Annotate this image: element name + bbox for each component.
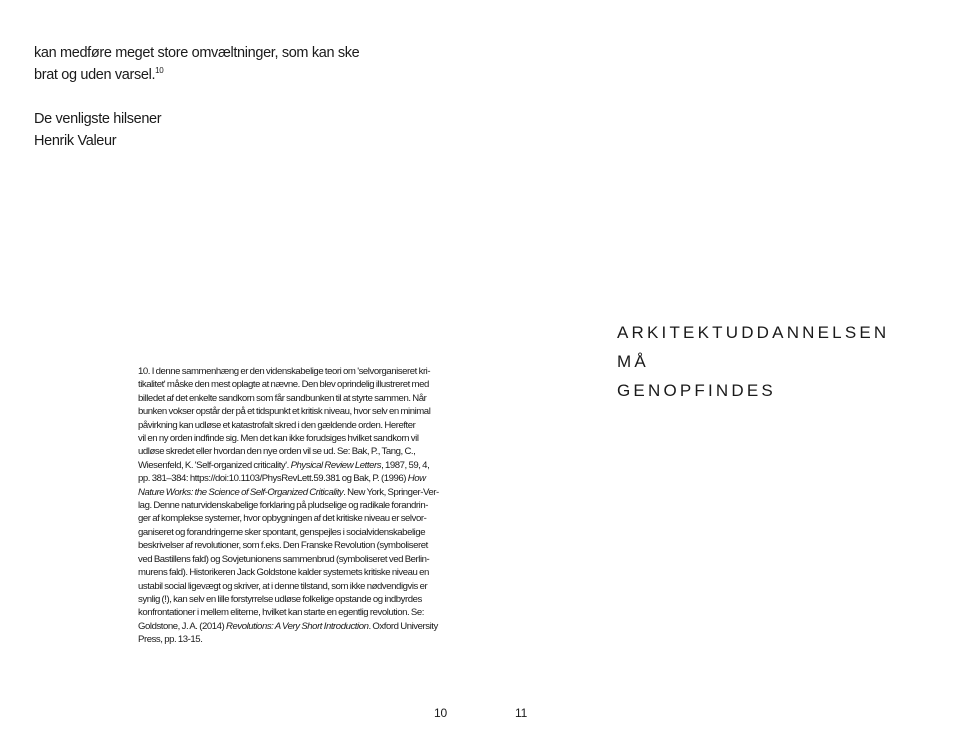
- footnote-line: murens fald). Historikeren Jack Goldstone kalder systemets kritiske niveau en: [138, 567, 429, 579]
- footnote-line: bunken vokser opstår der på et tidspunkt et kritisk niveau, hvor selv en minimal: [138, 406, 431, 418]
- footnote-line: vil en ny orden indfinde sig. Men det kan ikke forudsiges hvilket sandkorn vil: [138, 433, 419, 445]
- footnote-line: [138, 472, 450, 485]
- footnote-line: lag. Denne naturvidenskabelige forklaring på pludselige og radikale forandrin-: [138, 500, 428, 512]
- footnote-line: ved Bastillens fald) og Sovjetunionens sammenbrud (symboliseret ved Berlin-: [138, 553, 430, 565]
- footnote-line: påvirkning kan udløse et katastrofalt skred i den gældende orden. Herefter: [138, 419, 416, 431]
- letter-line: brat og uden varsel.$^{10}$: [34, 66, 164, 83]
- footnote-line: ustabil social ligevægt og skriver, at i denne tilstand, som ikke nødvendigvis er: [138, 580, 428, 592]
- letter-closing: [34, 42, 364, 152]
- footnote-line: udløse skredet eller hvordan den nye orden vil se ud. Se: Bak, P., Tang, C.,: [138, 446, 416, 458]
- letter-line: kan medføre meget store omvæltninger, som kan ske: [34, 45, 360, 61]
- footnote-line: 10. I denne sammenhæng er den videnskabelige teori om 'selvorganiseret kri-: [138, 366, 431, 377]
- chapter-title: [617, 318, 889, 405]
- page-number-right: 11: [515, 706, 528, 720]
- book-title: How: [407, 473, 426, 485]
- footnote-line: beskrivelser af revolutioner, som f.eks. Den Franske Revolution (symboliseret: [138, 540, 428, 552]
- footnote-line: synlig (!), kan selv en lille forstyrrelse udløse folkelige opstande og indbyrdes: [138, 593, 422, 605]
- book-title: Revolutions: A Very Short Introduction: [226, 620, 369, 632]
- right-page: [480, 0, 960, 754]
- book-title: Nature Works: the Science of Self-Organized Criticality: [138, 486, 344, 498]
- footnote-reference[interactable]: 10: [155, 66, 164, 75]
- footnote-line: Goldstone, J. A. (2014) Revolutions: A Very Short Introduction. Oxford University: [138, 620, 438, 632]
- doi-reference: pp. 381–384: https://doi:10.1103/PhysRevLett.59.381 og Bak, P. (1996): [138, 473, 408, 485]
- footnote-line: tikalitet' måske den mest oplagte at nævne. Den blev oprindelig illustreret med: [138, 379, 429, 391]
- chapter-title-line: ARKITEKTUDDANNELSEN: [617, 323, 890, 342]
- footnote-line: Press, pp. 13-15.: [138, 634, 203, 646]
- footnote-10: [138, 365, 450, 647]
- footnote-line: Wiesenfeld, K. 'Self-organized criticality'. Physical Review Letters, 1987, 59, 4,: [138, 459, 430, 471]
- footnote-line: billedet af det enkelte sandkorn som får sandbunken til at styrte sammen. Når: [138, 392, 427, 404]
- footnote-line: ger af komplekse systemer, hvor opbygningen af det kritiske niveau er selvor-: [138, 513, 427, 525]
- signature-name: Henrik Valeur: [34, 133, 117, 149]
- page-number-left: 10: [434, 706, 447, 720]
- footnote-line: konfrontationer i mellem eliterne, hvilket kan starte en egentlig revolution. Se:: [138, 607, 424, 619]
- chapter-title-line: MÅ: [617, 352, 649, 371]
- journal-title: Physical Review Letters: [290, 459, 382, 471]
- signoff: De venligste hilsener: [34, 111, 162, 127]
- footnote-line: ganiseret og forandringerne sker spontant, genspejles i socialvidenskabelige: [138, 526, 426, 538]
- chapter-title-line: GENOPFINDES: [617, 381, 776, 400]
- footnote-line: Nature Works: the Science of Self-Organized Criticality. New York, Springer-Ver-: [138, 486, 439, 498]
